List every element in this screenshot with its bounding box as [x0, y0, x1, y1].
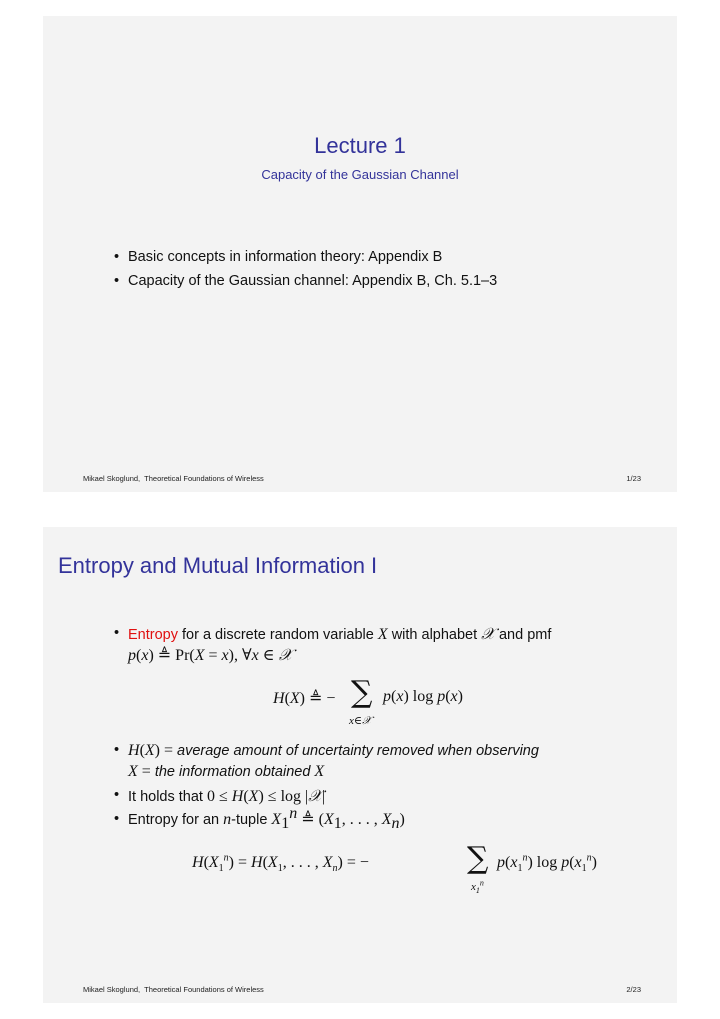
entropy-bound: It holds that 0 ≤ H(X) ≤ log |𝒳|	[128, 786, 326, 805]
bullet-icon: •	[114, 811, 120, 827]
bullet-icon: •	[114, 787, 120, 803]
bullet-icon: •	[114, 742, 120, 758]
pmf-definition: p(x) ≜ Pr(X = x), ∀x ∈ 𝒳	[128, 645, 293, 664]
lecture-title: Lecture 1	[314, 133, 406, 158]
entropy-interpretation-line2: X = the information obtained X	[128, 763, 325, 780]
entropy-equation-lhs: H(X) ≜ −	[273, 690, 336, 707]
joint-entropy-equation-rhs: $p(x_1^n)$ $\log p(x_1^n)$	[497, 852, 597, 875]
ntuple-definition: Entropy for an n-tuple $X_1^n$ ≜ ($X_1$, . . . , $X_n$)	[128, 805, 405, 832]
entropy-definition: Entropy for a discrete random variable X with alphabet 𝒳 and pmf	[128, 624, 552, 643]
lecture-subtitle: Capacity of the Gaussian Channel	[261, 167, 459, 182]
footer-author: Mikael Skoglund, Theoretical Foundations of Wireless	[83, 985, 264, 994]
footer-author: Mikael Skoglund, Theoretical Foundations of Wireless	[83, 474, 264, 483]
sum-index: x∈𝒳	[349, 715, 372, 727]
frame-title: Entropy and Mutual Information I	[58, 553, 378, 578]
list-item: • Basic concepts in information theory: Appendix B	[114, 248, 497, 266]
page-number: 2/23	[626, 985, 641, 994]
entropy-equation-rhs: p(x) log p(x)	[383, 688, 463, 705]
sum-symbol: ∑	[351, 675, 373, 710]
slide-1	[43, 16, 677, 492]
topic-list	[114, 248, 497, 296]
list-item: • Capacity of the Gaussian channel: Appendix B, Ch. 5.1–3	[114, 272, 497, 290]
joint-entropy-equation-lhs: $H(X_1^n) = H(X_1$, . . . , $X_n$) = −	[192, 852, 369, 875]
slide-2	[43, 527, 677, 1003]
page-number: 1/23	[626, 474, 641, 483]
bullet-icon: •	[114, 625, 120, 641]
sum-symbol: ∑	[467, 841, 489, 876]
sum-index: $x_1^n$	[471, 878, 484, 896]
entropy-interpretation-line1: H(X) = average amount of uncertainty removed when observing	[128, 742, 539, 759]
